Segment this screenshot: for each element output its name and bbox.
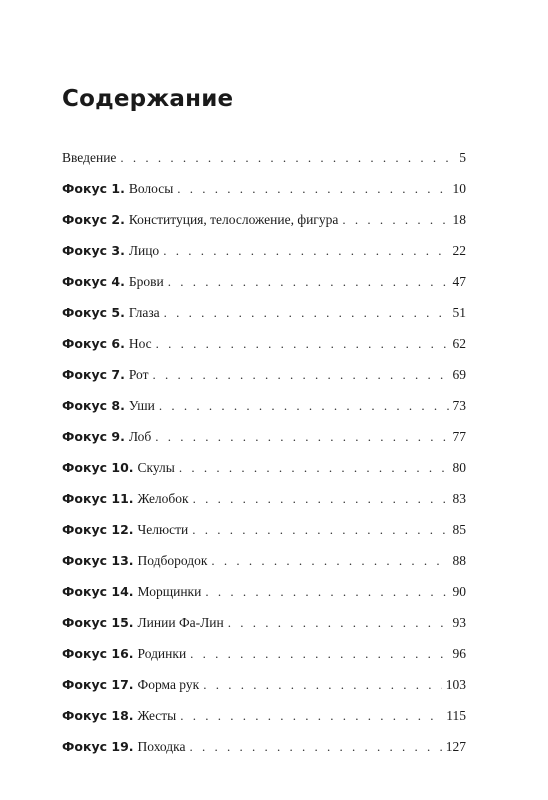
toc-entry-title: Глаза [128,305,160,320]
toc-entry-title: Рот [128,367,149,382]
toc-entry[interactable] [62,646,466,677]
toc-page-number: 10 [452,181,466,196]
toc-entry-title: Подбородок [137,553,208,568]
toc-entry-number: Фокус 5. [62,305,125,320]
toc-page-number: 127 [445,739,466,754]
toc-page-number: 88 [452,553,466,568]
toc-entry-title: Жесты [137,708,177,723]
toc-entry-title: Уши [128,398,155,413]
toc-entry[interactable] [62,274,466,305]
toc-leader-dots [155,429,448,445]
toc-leader-dots [156,336,449,352]
toc-page-number: 22 [452,243,466,258]
toc-page-number: 51 [452,305,466,320]
toc-leader-dots [211,553,448,569]
table-of-contents [62,150,466,770]
toc-leader-dots [192,522,448,538]
toc-page-number: 115 [446,708,466,723]
toc-page-number: 69 [452,367,466,382]
toc-leader-dots [177,181,448,197]
toc-leader-dots [120,150,450,166]
toc-page-number: 90 [452,584,466,599]
toc-leader-dots [164,305,449,321]
toc-entry[interactable] [62,708,466,739]
toc-leader-dots [168,274,449,290]
toc-page-number: 47 [452,274,466,289]
toc-entry-number: Фокус 2. [62,212,125,227]
toc-entry-title: Лоб [128,429,152,444]
toc-entry-number: Фокус 17. [62,677,134,692]
toc-entry-title: Лицо [128,243,160,258]
toc-page-number: 62 [452,336,466,351]
toc-entry[interactable] [62,305,466,336]
toc-leader-dots [179,460,449,476]
toc-entry[interactable] [62,615,466,646]
toc-entry-title: Морщинки [137,584,202,599]
toc-entry-number: Фокус 3. [62,243,125,258]
toc-leader-dots [152,367,448,383]
toc-entry[interactable] [62,212,466,243]
toc-page-number: 5 [459,150,466,165]
toc-entry[interactable] [62,677,466,708]
toc-entry-title: Челюсти [137,522,189,537]
toc-entry-title: Волосы [128,181,174,196]
toc-entry-number: Фокус 16. [62,646,134,661]
toc-entry-number: Фокус 8. [62,398,125,413]
toc-entry-title: Нос [128,336,152,351]
toc-entry[interactable] [62,553,466,584]
toc-page-number: 83 [452,491,466,506]
page-title: Содержание [62,86,234,112]
toc-entry-title: Линии Фа-Лин [137,615,224,630]
toc-page-number: 77 [452,429,466,444]
toc-entry[interactable] [62,739,466,770]
toc-entry-number: Фокус 19. [62,739,134,754]
toc-page-number: 85 [452,522,466,537]
toc-page-number: 103 [445,677,466,692]
toc-leader-dots [342,212,448,228]
toc-leader-dots [190,646,448,662]
toc-entry-title: Конституция, телосложение, фигура [128,212,339,227]
toc-leader-dots [205,584,448,600]
toc-entry-title: Форма рук [137,677,200,692]
toc-entry-number: Фокус 1. [62,181,125,196]
toc-entry-number: Фокус 11. [62,491,134,506]
toc-entry-title: Брови [128,274,164,289]
toc-entry-number: Фокус 13. [62,553,134,568]
toc-page-number: 96 [452,646,466,661]
toc-leader-dots [163,243,448,259]
toc-entry-number: Фокус 12. [62,522,134,537]
toc-entry[interactable] [62,367,466,398]
toc-entry-title: Желобок [137,491,189,506]
toc-entry[interactable] [62,181,466,212]
toc-entry[interactable] [62,243,466,274]
toc-leader-dots [159,398,449,414]
toc-entry-number: Фокус 7. [62,367,125,382]
toc-page-number: 73 [452,398,466,413]
toc-entry[interactable] [62,336,466,367]
toc-entry[interactable] [62,429,466,460]
toc-leader-dots [193,491,449,507]
toc-entry[interactable] [62,584,466,615]
toc-entry-title: Походка [137,739,186,754]
toc-entry-title: Скулы [137,460,175,475]
toc-page-number: 93 [452,615,466,630]
toc-entry-number: Фокус 15. [62,615,134,630]
toc-entry[interactable] [62,460,466,491]
toc-entry[interactable] [62,150,466,181]
toc-leader-dots [203,677,442,693]
toc-entry-number: Фокус 14. [62,584,134,599]
toc-page-number: 18 [452,212,466,227]
toc-entry-title: Введение [62,150,117,165]
toc-leader-dots [190,739,442,755]
toc-entry[interactable] [62,491,466,522]
toc-entry[interactable] [62,522,466,553]
toc-entry-title: Родинки [137,646,187,661]
toc-entry-number: Фокус 10. [62,460,134,475]
toc-page-number: 80 [452,460,466,475]
toc-leader-dots [180,708,442,724]
toc-entry-number: Фокус 18. [62,708,134,723]
toc-leader-dots [228,615,449,631]
toc-entry-number: Фокус 6. [62,336,125,351]
toc-entry-number: Фокус 9. [62,429,125,444]
toc-entry-number: Фокус 4. [62,274,125,289]
toc-entry[interactable] [62,398,466,429]
